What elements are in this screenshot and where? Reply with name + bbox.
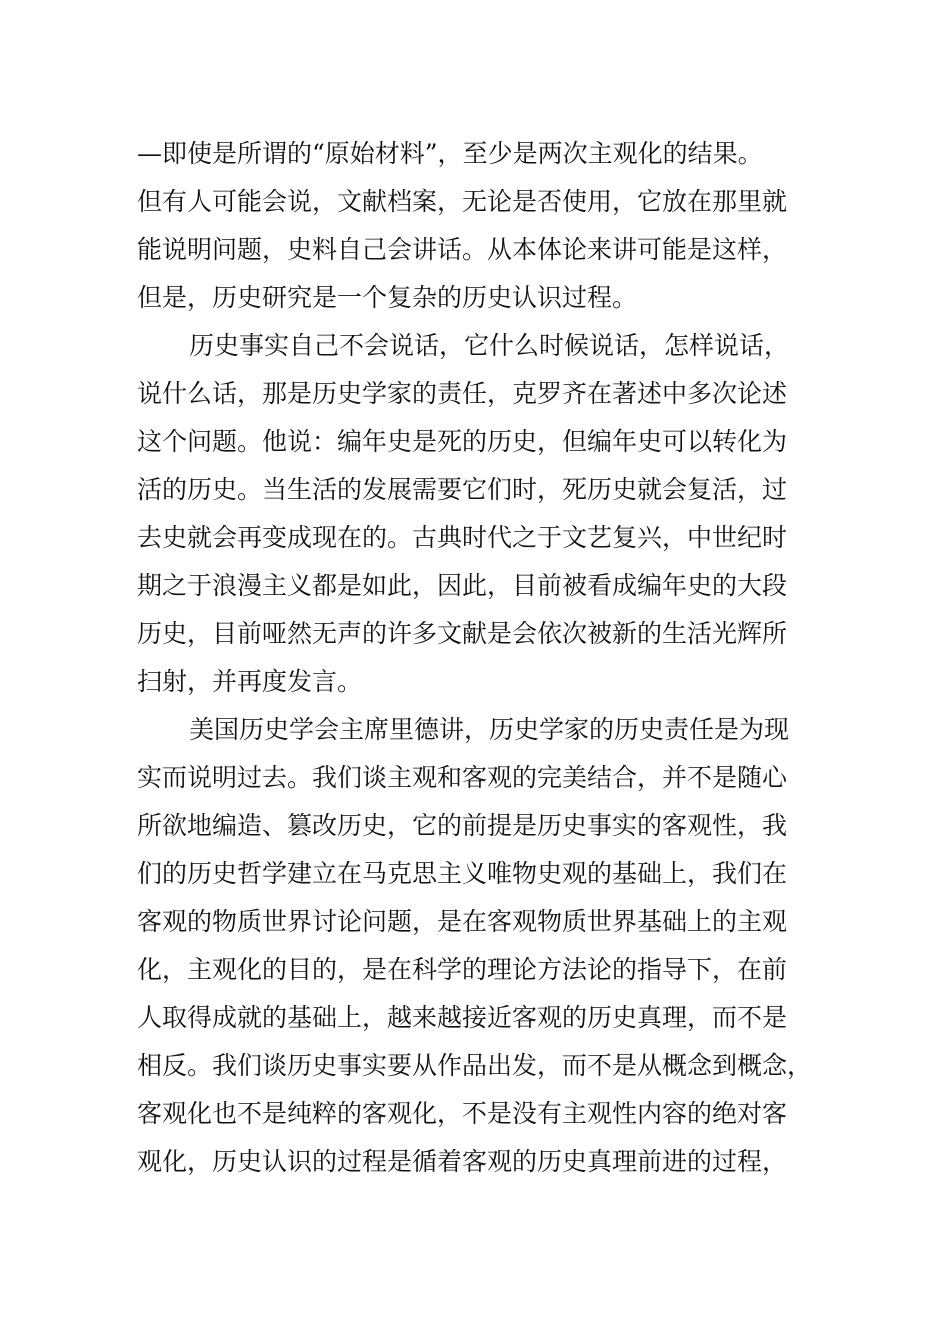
text-line: 但有人可能会说，文献档案，无论是否使用，它放在那里就 xyxy=(137,187,788,216)
text-line: 这个问题。他说：编年史是死的历史，但编年史可以转化为 xyxy=(137,427,788,456)
text-line: 客观化也不是纯粹的客观化，不是没有主观性内容的绝对客 xyxy=(137,1099,788,1128)
text-line: 客观的物质世界讨论问题，是在客观物质世界基础上的主观 xyxy=(137,907,788,936)
text-line: 们的历史哲学建立在马克思主义唯物史观的基础上，我们在 xyxy=(137,859,788,888)
text-line: —即使是所谓的“原始材料”，至少是两次主观化的结果。 xyxy=(137,139,763,168)
text-line: 相反。我们谈历史事实要从作品出发，而不是从概念到概念， xyxy=(137,1051,813,1080)
body-text xyxy=(137,130,827,1186)
paragraph-3 xyxy=(137,706,827,1186)
text-line: 观化，历史认识的过程是循着客观的历史真理前进的过程， xyxy=(137,1147,788,1176)
paragraph-2 xyxy=(137,322,827,706)
text-line: 能说明问题，史料自己会讲话。从本体论来讲可能是这样， xyxy=(137,235,788,264)
text-line-first: 美国历史学会主席里德讲，历史学家的历史责任是为现 xyxy=(189,715,790,744)
text-line: 扫射，并再度发言。 xyxy=(137,667,363,696)
text-line: 活的历史。当生活的发展需要它们时，死历史就会复活，过 xyxy=(137,475,788,504)
text-line: 去史就会再变成现在的。古典时代之于文艺复兴，中世纪时 xyxy=(137,523,788,552)
text-line: 但是，历史研究是一个复杂的历史认识过程。 xyxy=(137,283,638,312)
text-line-first: 历史事实自己不会说话，它什么时候说话，怎样说话， xyxy=(189,331,790,360)
text-line: 化，主观化的目的，是在科学的理论方法论的指导下，在前 xyxy=(137,955,788,984)
text-line: 期之于浪漫主义都是如此，因此，目前被看成编年史的大段 xyxy=(137,571,788,600)
text-line: 历史，目前哑然无声的许多文献是会依次被新的生活光辉所 xyxy=(137,619,788,648)
text-line: 实而说明过去。我们谈主观和客观的完美结合，并不是随心 xyxy=(137,763,788,792)
paragraph-1 xyxy=(137,130,827,322)
text-line: 所欲地编造、篡改历史，它的前提是历史事实的客观性，我 xyxy=(137,811,788,840)
text-line: 人取得成就的基础上，越来越接近客观的历史真理，而不是 xyxy=(137,1003,788,1032)
text-line: 说什么话，那是历史学家的责任，克罗齐在著述中多次论述 xyxy=(137,379,788,408)
